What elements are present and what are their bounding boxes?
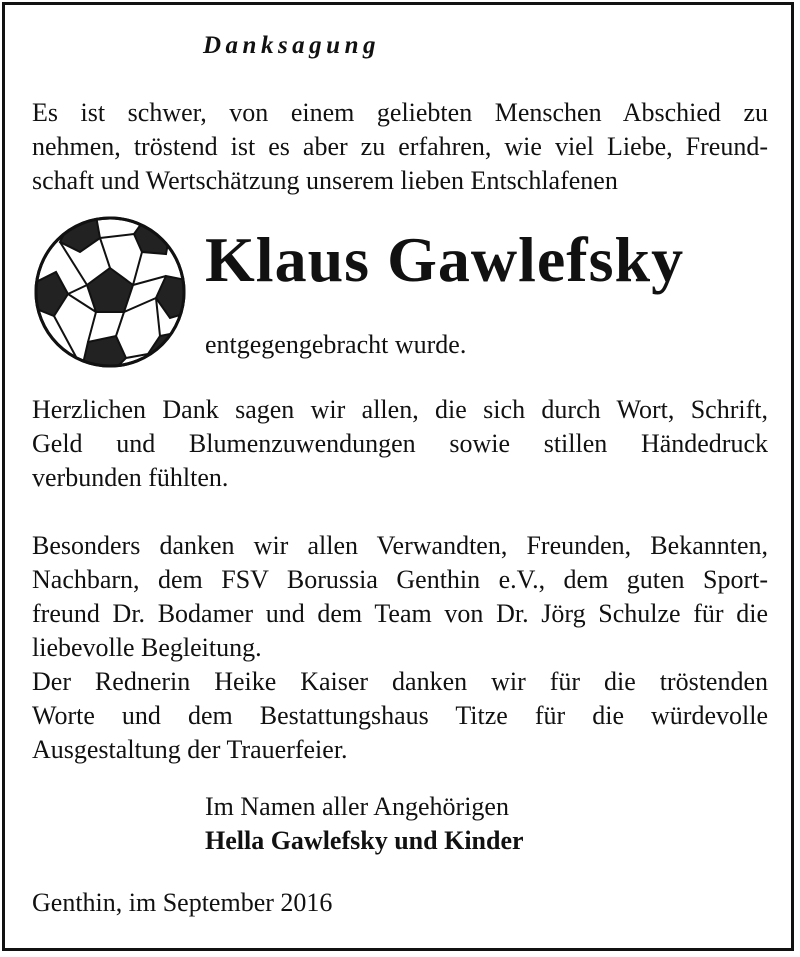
thanks-paragraph: [32, 393, 768, 495]
signature-names: Hella Gawlefsky und Kinder: [205, 826, 524, 855]
intro-line: nehmen, tröstend ist es aber zu erfahren, wie viel Liebe, Freund-: [32, 132, 768, 161]
special-thanks-line: liebevolle Begleitung.: [32, 633, 262, 662]
speaker-thanks-line: Ausgestaltung der Trauerfeier.: [32, 735, 348, 764]
thanks-line: Herzlichen Dank sagen wir allen, die sich durch Wort, Schrift,: [32, 395, 768, 424]
soccer-ball-icon: [30, 212, 190, 372]
thanks-line: Geld und Blumenzuwendungen sowie stillen Händedruck: [32, 429, 768, 458]
notice-title: Danksagung: [203, 32, 380, 59]
thanks-line: verbunden fühlten.: [32, 463, 229, 492]
special-thanks-line: Nachbarn, dem FSV Borussia Genthin e.V., dem guten Sport-: [32, 565, 768, 594]
speaker-thanks-paragraph: [32, 665, 768, 767]
signature-intro: Im Namen aller Angehörigen: [205, 792, 509, 821]
intro-line: Es ist schwer, von einem geliebten Menschen Abschied zu: [32, 98, 768, 127]
intro-line: schaft und Wertschätzung unserem lieben Entschlafenen: [32, 166, 618, 195]
speaker-thanks-line: Der Rednerin Heike Kaiser danken wir für die tröstenden: [32, 667, 768, 696]
special-thanks-line: freund Dr. Bodamer und dem Team von Dr. Jörg Schulze für die: [32, 599, 768, 628]
place-date: Genthin, im September 2016: [32, 888, 333, 917]
speaker-thanks-line: Worte und dem Bestattungshaus Titze für die würdevolle: [32, 701, 768, 730]
deceased-name: Klaus Gawlefsky: [205, 224, 685, 295]
received-line: entgegengebracht wurde.: [205, 330, 467, 359]
special-thanks-paragraph: [32, 529, 768, 665]
intro-paragraph: [32, 96, 768, 198]
special-thanks-line: Besonders danken wir allen Verwandten, Freunden, Bekannten,: [32, 531, 768, 560]
